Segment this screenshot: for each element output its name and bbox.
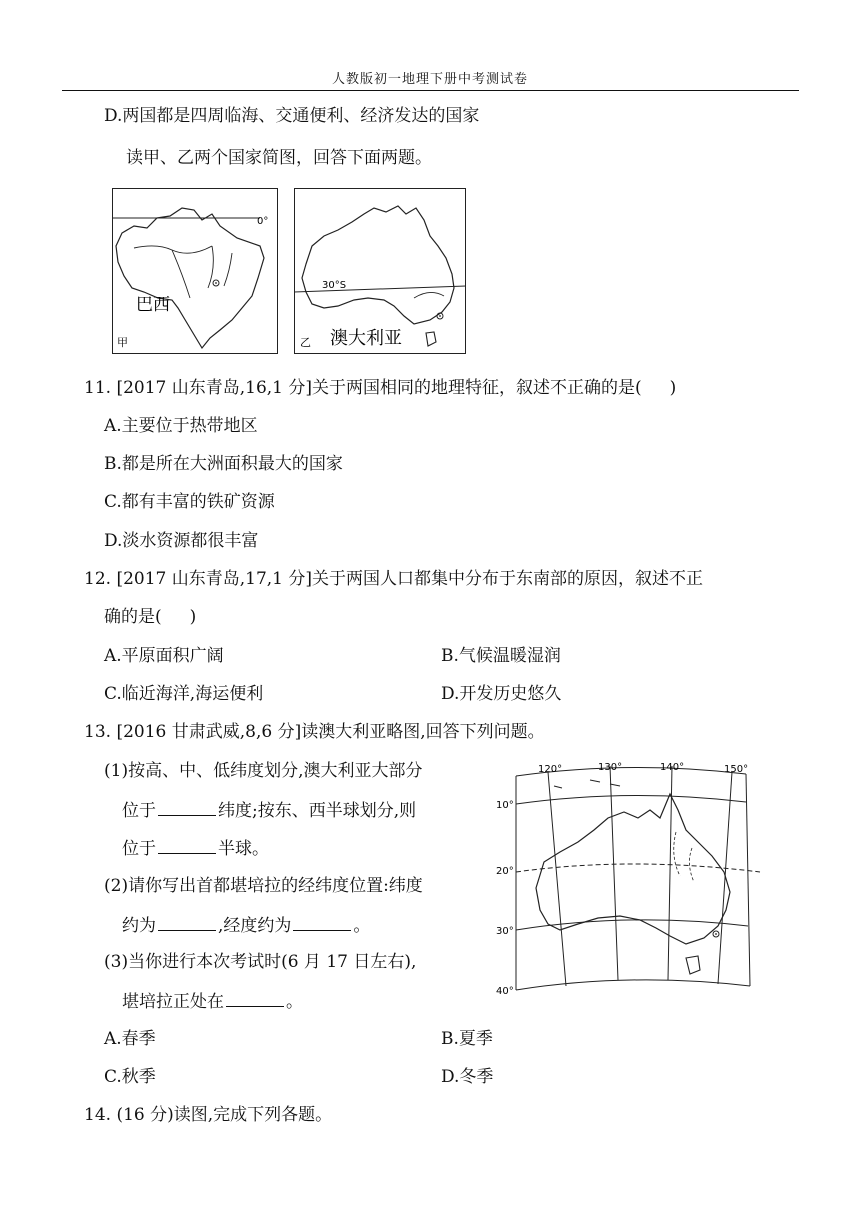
q13-part2-b: 约为 ,经度约为 。 — [122, 912, 370, 938]
q11-option-c: C.都有丰富的铁矿资源 — [104, 492, 275, 512]
australia-graticule-map — [490, 760, 772, 1000]
q11-stem: 11. [2017 山东青岛,16,1 分]关于两国相同的地理特征，叙述不正确的是( ) — [84, 378, 677, 398]
answer-blank-hemisphere[interactable] — [158, 835, 216, 854]
lat-10-label: 10° — [496, 800, 514, 811]
q13-option-c: C.秋季 — [104, 1067, 156, 1087]
lon-120-line — [548, 772, 566, 986]
brazil-map — [112, 188, 278, 354]
q11-option-b: B.都是所在大洲面积最大的国家 — [104, 454, 343, 474]
australia-small-map — [294, 188, 466, 354]
q13-part1-c: 位于 半球。 — [122, 835, 269, 861]
q13-part1-a: (1)按高、中、低纬度划分,澳大利亚大部分 — [104, 761, 423, 781]
lat-20-label: 20° — [496, 866, 514, 877]
q10-option-d: D.两国都是四周临海、交通便利、经济发达的国家 — [104, 106, 480, 126]
q13-part3-b: 堪培拉正处在 。 — [122, 988, 303, 1014]
lon-130-line — [610, 766, 618, 980]
lon-120-label: 120° — [538, 764, 563, 775]
q13-part2-a: (2)请你写出首都堪培拉的经纬度位置:纬度 — [104, 876, 423, 896]
answer-blank-latitude[interactable] — [158, 912, 216, 931]
australia-label: 澳大利亚 — [330, 328, 402, 349]
q12-option-a: A.平原面积广阔 — [104, 646, 224, 666]
q13-option-b: B.夏季 — [441, 1029, 493, 1049]
q13-option-d: D.冬季 — [441, 1067, 494, 1087]
intro-text: 读甲、乙两个国家简图，回答下面两题。 — [126, 148, 432, 168]
q12-option-d: D.开发历史悠久 — [441, 684, 562, 704]
jia-corner-label: 甲 — [117, 336, 128, 349]
lon-150-label: 150° — [724, 764, 749, 775]
q12-stem-cont: 确的是( ) — [104, 607, 197, 627]
answer-blank-longitude[interactable] — [293, 912, 351, 931]
equator-label: 0° — [257, 216, 269, 227]
q13-part3-a: (3)当你进行本次考试时(6 月 17 日左右), — [104, 952, 417, 972]
q12-option-b: B.气候温暖湿润 — [441, 646, 561, 666]
q14-stem: 14. (16 分)读图,完成下列各题。 — [84, 1105, 333, 1125]
lon-130-label: 130° — [598, 762, 623, 773]
answer-blank-latitude-zone[interactable] — [158, 797, 216, 816]
q11-option-d: D.淡水资源都很丰富 — [104, 531, 259, 551]
answer-blank-season[interactable] — [226, 988, 284, 1007]
map-bottom-border — [516, 980, 750, 990]
page-header: 人教版初一地理下册中考测试卷 — [331, 72, 528, 87]
q12-stem: 12. [2017 山东青岛,17,1 分]关于两国人口都集中分布于东南部的原因，叙述不正 — [84, 569, 704, 589]
yi-corner-label: 乙 — [300, 336, 311, 349]
lon-140-label: 140° — [660, 762, 685, 773]
q13-stem: 13. [2016 甘肃武威,8,6 分]读澳大利亚略图,回答下列问题。 — [84, 722, 545, 742]
lat-30-label: 30° — [496, 926, 514, 937]
brazil-label: 巴西 — [136, 295, 170, 315]
lat-40-label: 40° — [496, 986, 514, 997]
lat-30s-label: 30°S — [322, 280, 347, 291]
lon-150-line — [718, 772, 732, 984]
q12-option-c: C.临近海洋,海运便利 — [104, 684, 264, 704]
header-rule — [62, 90, 799, 91]
q13-option-a: A.春季 — [104, 1029, 156, 1049]
q11-option-a: A.主要位于热带地区 — [104, 416, 258, 436]
q13-part1-b: 位于 纬度;按东、西半球划分,则 — [122, 797, 416, 823]
